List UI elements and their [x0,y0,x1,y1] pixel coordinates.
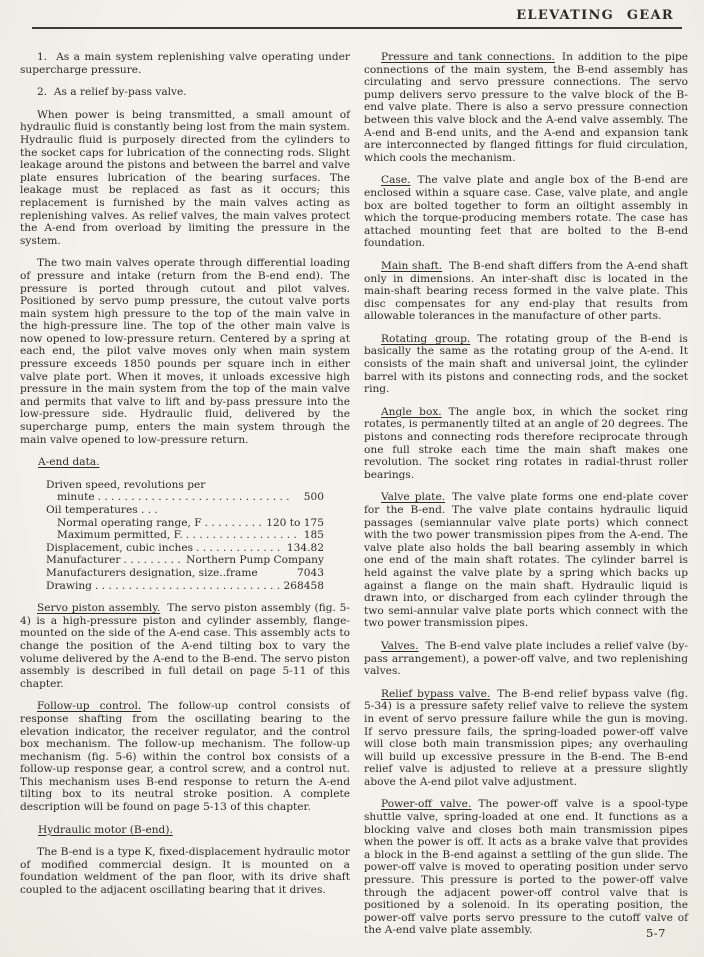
dot-leader [123,554,183,567]
data-label: Maximum permitted, F. [57,529,183,542]
paragraph-case [364,174,688,250]
data-row [46,504,324,517]
data-label: Displacement, cubic inches [46,541,194,554]
paragraph-text: The B-end shaft differs from the A-end shaft only in dimensions. An inter-shaft disc is located in the main-shaft bearing recess formed in the valve plate. This disc compensates for any end-play that results from allowable tolerances in the manufacture of other parts. [364,259,688,323]
numbered-item-1 [20,51,350,76]
paragraph-main-shaft [364,260,688,323]
page-header-title: ELEVATING GEAR [516,8,674,23]
paragraph-follow-up-control [20,700,350,813]
paragraph-heading: Servo piston assembly. [37,602,161,615]
paragraph-heading: Pressure and tank connections. [381,51,555,63]
paragraph-text: The follow-up control consists of response shafting from the oscillating bearing to the elevation indicator, the receiver regulator, and the control box mechanism. The follow-up mechanism. The follow-up mechanism (fig. 5-6) within the control box consists of a follow-up response gear, a control screw, and a control nut. This mechanism uses B-end response to return the A-end tilting box to its neutral stroke position. A complete description will be found on page 5-13 of this chapter. [20,700,350,814]
right-column [364,51,688,947]
paragraph-servo-piston [20,602,350,690]
data-value: 500 [303,491,324,504]
paragraph-heading: Follow-up control. [37,700,142,713]
data-row [46,580,324,593]
page-header [20,8,688,23]
data-row [46,542,324,555]
dot-leader [95,580,281,593]
paragraph-b-end-motor [20,846,350,896]
paragraph-heading: Angle box. [381,405,442,418]
data-row [46,479,324,492]
paragraph-heading: Relief bypass valve. [381,687,491,700]
data-value: 268458 [283,579,324,592]
paragraph-text: The B-end valve plate includes a relief valve (by-pass arrangement), a power-off valve, and two replenishing valves. [364,639,688,678]
paragraph-valve-plate [364,491,688,630]
paragraph-text: The two main valves operate through differential loading of pressure and intake (return from the B-end end). The pressure is ported through cutout and pilot valves. Positioned by servo pump pressure, the cutout valve ports main system high pressure to the top of the main valve in the high-pressure line. The top of the other main valve is now opened to low-pressure return. Centered by a spring at each end, the pilot valve moves only when main system pressure exceeds 1850 pounds per square inch in either valve plate port. When it moves, it unloads excessive high pressure in the main system from the top of the main valve and permits that valve to lift and by-pass pressure into the low-pressure side. Hydraulic fluid, delivered by the supercharge pump, enters the main system through the main valve opened to low-pressure return. [20,257,350,446]
paragraph-rotating-group [364,333,688,396]
data-label: Oil temperatures . . . [46,504,158,516]
paragraph-heading: Main shaft. [381,259,443,272]
paragraph-text: The B-end is a type K, fixed-displacement hydraulic motor of modified commercial design. It is mounted on a foundation weldment of the pan floor, with its drive shaft coupled to the adjacent oscillating bearing that it drives. [20,846,350,897]
paragraph-text: The valve plate forms one end-plate cover for the B-end. The valve plate contains hydraulic liquid passages (semiannular valve plate ports) which connect with the two power transmission pipes from the A-end. The valve plate also holds the ball bearing assembly in which one end of the main shaft rotates. The cylinder barrel is held against the valve plate by a spring which backs up against a flange on the main shaft. Hydraulic liquid is drawn into, or discharged from each cylinder through the two semi-annular valve plate ports which connect with the two power transmission pipes. [364,491,688,630]
paragraph-heading: Power-off valve. [381,798,472,811]
data-label: Driven speed, revolutions per [46,478,206,491]
two-column-body [20,51,688,947]
paragraph-heading: Case. [381,174,411,187]
left-column [20,51,350,947]
paragraph-text: The valve plate and angle box of the B-end are enclosed within a square case. Case, valve plate, and angle box are bolted together to form an oiltight assembly in which the torque-producing members rotate. The case has attached mounting feet that are bolted to the B-end foundation. [364,174,688,250]
dot-leader [98,491,301,504]
data-label: Manufacturers designation, size..frame [46,566,258,579]
dot-leader [186,529,301,542]
data-value: 120 to 175 [266,516,324,529]
numbered-item-2 [20,86,350,99]
paragraph-text: In addition to the pipe connections of the main system, the B-end assembly has circulating and servo pressure connections. The servo pump delivers servo pressure to the valve block of the B-end valve plate. There is also a servo pressure connection between this valve block and the A-end valve assembly. The A-end and B-end units, and the A-end and expansion tank are interconnected by flanged fittings for fluid circulation, which cools the mechanism. [364,51,689,164]
data-row [46,517,324,530]
paragraph-pressure-tank-connections [364,51,688,164]
data-row [46,491,324,504]
paragraph-text: The rotating group of the B-end is basically the same as the rotating group of the A-end. It consists of the main shaft and universal joint, the cylinder barrel with its pistons and connecting rods, and the socket ring. [364,332,688,396]
data-row [46,567,324,580]
numbered-item-1-text: 1. As a main system replenishing valve operating under supercharge pressure. [20,51,350,76]
dot-leader [205,517,264,530]
data-value: 7043 [297,566,324,579]
paragraph-text: The power-off valve is a spool-type shuttle valve, spring-loaded at one end. It functions as a blocking valve and closes both main transmission pipes when the power is off. It acts as a brake valve that provides a block in the B-end against a settling of the gun slide. The power-off valve is moved to operating position under servo pressure. This pressure is ported to the power-off valve through the adjacent power-off control valve that is positioned by a solenoid. In its operating position, the power-off valve ports servo pressure to the cutoff valve of the A-end valve plate assembly. [364,798,689,937]
paragraph-heading: Rotating group. [381,332,471,345]
paragraph-text: The B-end relief bypass valve (fig. 5-34) is a pressure safety relief valve to relieve the system in event of servo pressure failure while the gun is moving. If servo pressure fails, the spring-loaded power-off valve will close both main transmission pipes; any overhauling will build up excessive pressure in the B-end. The B-end relief valve is adjusted to relieve at a pressure slightly above the A-end pilot valve adjustment. [364,687,689,788]
paragraph-heading: Valve plate. [381,491,446,504]
paragraph-valves [364,640,688,678]
data-value: 134.82 [286,541,324,554]
a-end-data-list [46,479,324,592]
data-row [46,554,324,567]
paragraph-text: The servo piston assembly (fig. 5-4) is a high-pressure piston and cylinder assembly, flange-mounted on the side of the A-end case. This assembly acts to change the position of the A-end tilting box to vary the volume delivered by the A-end to the B-end. The servo piston assembly is described in full detail on page 5-11 of this chapter. [20,602,350,690]
data-label: Manufacturer [46,554,121,567]
paragraph-text: The angle box, in which the socket ring rotates, is permanently tilted at an angle of 20 degrees. The pistons and connecting rods therefore reciprocate through one full stroke each time the main shaft makes one revolution. The socket ring rotates in radial-thrust roller bearings. [364,405,689,481]
numbered-item-2-text: 2. As a relief by-pass valve. [37,86,187,99]
dot-leader [196,542,284,555]
paragraph-relief-bypass-valve [364,688,688,789]
heading-a-end-data: A-end data. [38,456,100,469]
heading-hydraulic-motor: Hydraulic motor (B-end). [38,823,173,836]
data-label: Drawing [46,579,92,592]
data-row [46,529,324,542]
paragraph-angle-box [364,406,688,482]
paragraph-text: When power is being transmitted, a small amount of hydraulic fluid is constantly being lost from the main system. Hydraulic fluid is purposely directed from the cylinders to the socket caps for lubrication of the connecting rods. Slight leakage around the pistons and between the barrel and valve plate ensures lubrication of the bearing surfaces. The leakage must be replaced as fast as it occurs; this replacement is furnished by the main valves acting as replenishing valves. As relief valves, the main valves protect the A-end from overload by limiting the pressure in the system. [20,108,350,247]
header-rule [32,27,682,29]
data-label: minute [57,491,95,504]
page-number: 5-7 [645,926,666,940]
paragraph-power-transmitted [20,109,350,248]
paragraph-power-off-valve [364,798,688,937]
data-label: Normal operating range, F [57,516,202,529]
paragraph-two-main-valves [20,257,350,446]
data-value: 185 [303,529,324,542]
data-value: Northern Pump Company [186,554,324,567]
paragraph-heading: Valves. [381,639,419,652]
